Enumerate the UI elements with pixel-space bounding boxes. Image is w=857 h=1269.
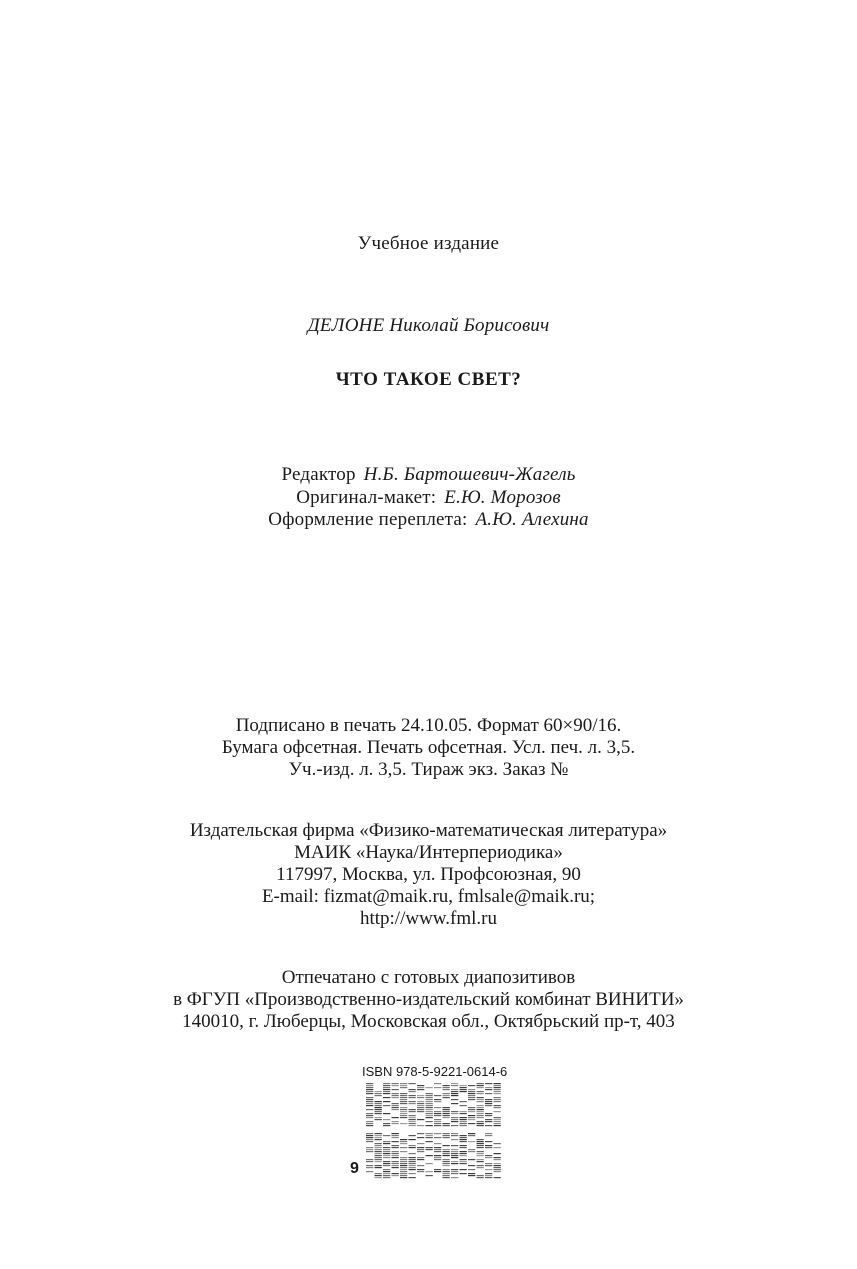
credit-editor — [0, 464, 857, 486]
print-info-line: Бумага офсетная. Печать офсетная. Усл. печ. л. 3,5. — [221, 737, 636, 758]
publisher-line: МАИК «Наука/Интерпериодика» — [294, 842, 563, 863]
credit-cover — [0, 509, 857, 531]
author-name: ДЕЛОНЕ Николай Борисович — [307, 315, 550, 336]
credit-role: Оригинал-макет: — [296, 487, 437, 508]
edition-type: Учебное издание — [357, 233, 500, 254]
isbn-barcode — [366, 1083, 502, 1179]
print-info-line: Уч.-изд. л. 3,5. Тираж экз. Заказ № — [288, 759, 569, 780]
printer-line: Отпечатано с готовых диапозитивов — [281, 967, 576, 988]
publisher-website: http://www.fml.ru — [359, 908, 498, 929]
print-info-line: Подписано в печать 24.10.05. Формат 60×90/16. — [235, 715, 622, 736]
credit-role: Оформление переплета: — [268, 509, 468, 530]
credit-role: Редактор — [281, 464, 356, 485]
barcode-digit: 9 — [350, 1160, 359, 1177]
publisher-line: 117997, Москва, ул. Профсоюзная, 90 — [276, 864, 581, 885]
credit-person: А.Ю. Алехина — [475, 509, 589, 530]
printer-line: 140010, г. Люберцы, Московская обл., Октябрьский пр-т, 403 — [182, 1011, 675, 1032]
publisher-line: Издательская фирма «Физико-математическая литература» — [189, 820, 668, 841]
credit-layout — [0, 487, 857, 509]
credit-person: Н.Б. Бартошевич-Жагель — [363, 464, 576, 485]
book-title: ЧТО ТАКОЕ СВЕТ? — [335, 369, 522, 390]
printer-line: в ФГУП «Производственно-издательский комбинат ВИНИТИ» — [173, 989, 684, 1010]
credit-person: Е.Ю. Морозов — [444, 487, 561, 508]
publisher-email: E-mail: fizmat@maik.ru, fmlsale@maik.ru; — [261, 886, 596, 907]
isbn-label: ISBN 978-5-9221-0614-6 — [362, 1064, 508, 1079]
